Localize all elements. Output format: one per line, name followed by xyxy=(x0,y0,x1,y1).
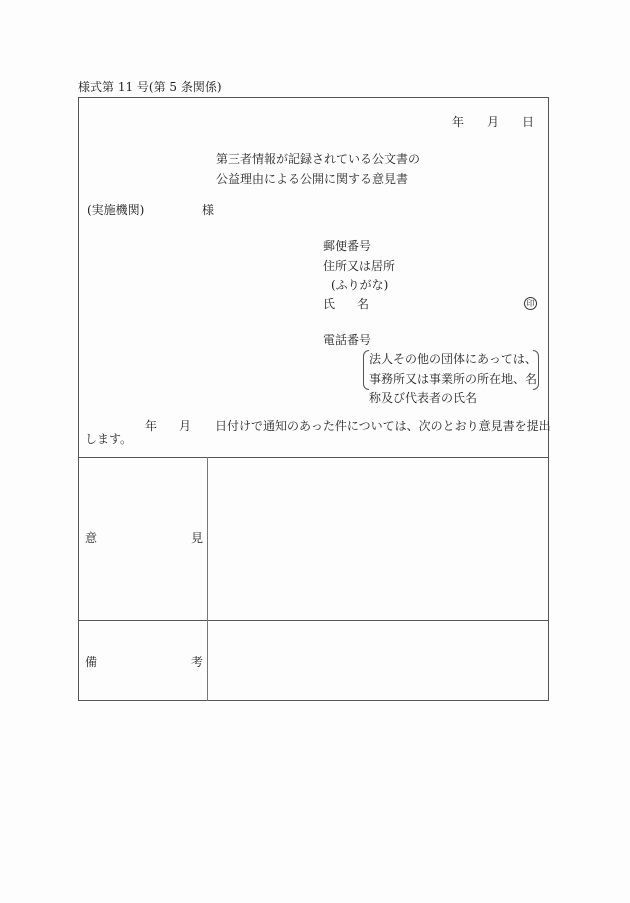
name-label-2: 名 xyxy=(357,297,370,311)
name-label-1: 氏 xyxy=(323,297,336,311)
seal-icon: 印 xyxy=(524,297,537,310)
opinion-form xyxy=(78,97,549,701)
form-number: 様式第 11 号(第 5 条関係) xyxy=(78,80,222,94)
addressee-agency: (実施機関) xyxy=(87,203,145,217)
address-label: 住所又は居所 xyxy=(323,259,396,273)
statement-text: 日付けで通知のあった件については、次のとおり意見書を提出 xyxy=(215,419,551,433)
opinion-label-left: 意 xyxy=(85,531,98,545)
remarks-label-left: 備 xyxy=(85,655,98,669)
opinion-field[interactable] xyxy=(209,459,547,619)
addressee-honorific: 様 xyxy=(202,203,215,217)
postal-code-label: 郵便番号 xyxy=(323,239,372,253)
date-day: 日 xyxy=(522,115,535,129)
corporate-note-3: 称及び代表者の氏名 xyxy=(369,391,478,405)
statement-month: 月 xyxy=(179,419,192,433)
remarks-label-right: 考 xyxy=(191,655,204,669)
statement-year: 年 xyxy=(145,419,158,433)
furigana-label: (ふりがな) xyxy=(331,278,389,292)
corporate-note-1: 法人その他の団体にあっては、 xyxy=(369,352,537,366)
phone-label: 電話番号 xyxy=(323,333,372,347)
title-line-2: 公益理由による公開に関する意見書 xyxy=(216,172,409,186)
corporate-note-2: 事務所又は事業所の所在地、名 xyxy=(369,372,538,386)
opinion-label-right: 見 xyxy=(191,531,204,545)
title-line-1: 第三者情報が記録されている公文書の xyxy=(216,152,421,166)
date-month: 月 xyxy=(487,115,500,129)
column-divider xyxy=(207,457,208,701)
remarks-field[interactable] xyxy=(209,622,547,700)
statement-text-cont: します。 xyxy=(85,432,133,446)
date-year: 年 xyxy=(452,115,465,129)
divider-top xyxy=(79,457,548,458)
divider-middle xyxy=(79,620,548,621)
